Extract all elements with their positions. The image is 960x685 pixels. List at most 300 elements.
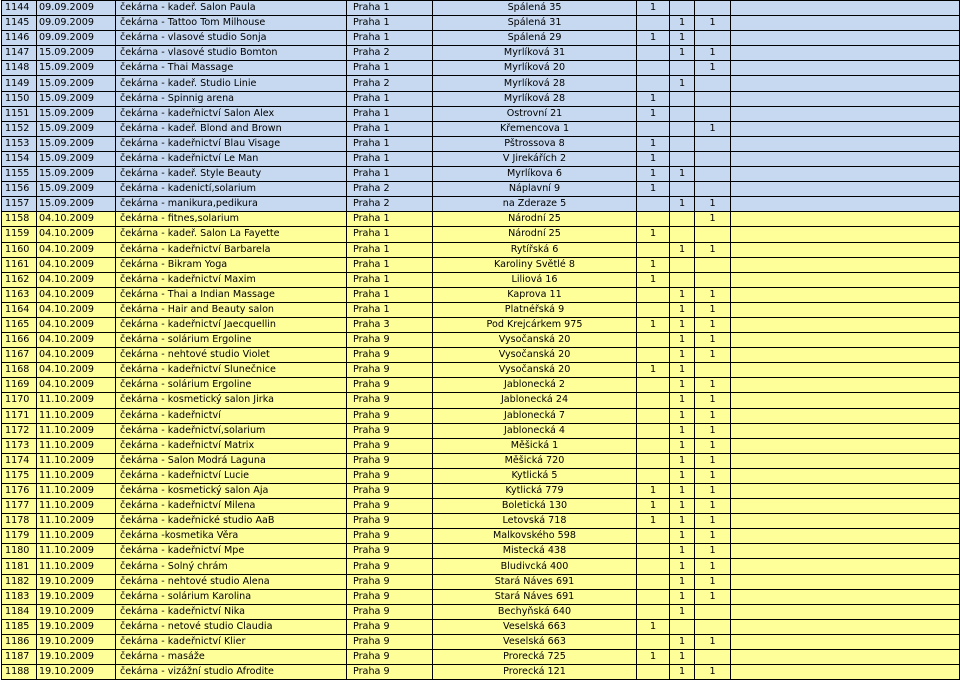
table-row[interactable] [2,227,960,242]
cell-flag-3: 1 [695,121,731,136]
cell-date: 11.10.2009 [37,544,116,559]
cell-id: 1183 [2,589,37,604]
table-row[interactable] [2,514,960,529]
cell-flag-1 [637,348,670,363]
table-row[interactable] [2,529,960,544]
cell-flag-2: 1 [670,167,695,182]
cell-flag-1 [637,302,670,317]
cell-flag-3: 1 [695,378,731,393]
cell-date: 09.09.2009 [37,1,116,16]
cell-flag-3: 1 [695,499,731,514]
table-row[interactable] [2,136,960,151]
cell-city: Praha 1 [347,136,433,151]
cell-date: 15.09.2009 [37,167,116,182]
cell-street: Bludivcká 400 [433,559,637,574]
cell-id: 1176 [2,484,37,499]
cell-empty [731,559,960,574]
cell-id: 1177 [2,499,37,514]
cell-street: V Jirekářích 2 [433,151,637,166]
table-row[interactable] [2,423,960,438]
cell-city: Praha 2 [347,46,433,61]
cell-date: 15.09.2009 [37,46,116,61]
cell-city: Praha 9 [347,453,433,468]
cell-empty [731,529,960,544]
cell-id: 1146 [2,31,37,46]
cell-flag-2: 1 [670,363,695,378]
table-row[interactable] [2,197,960,212]
cell-date: 04.10.2009 [37,348,116,363]
cell-id: 1162 [2,272,37,287]
cell-name: čekárna - kadeř. Salon Paula [116,1,347,16]
cell-street: Prorecká 121 [433,665,637,680]
cell-date: 04.10.2009 [37,302,116,317]
cell-empty [731,393,960,408]
cell-date: 11.10.2009 [37,529,116,544]
cell-date: 15.09.2009 [37,61,116,76]
cell-flag-2: 1 [670,604,695,619]
cell-street: Malkovského 598 [433,529,637,544]
cell-city: Praha 9 [347,423,433,438]
table-row[interactable] [2,257,960,272]
cell-flag-1 [637,544,670,559]
cell-empty [731,665,960,680]
table-row[interactable] [2,106,960,121]
cell-name: čekárna - kadenictí,solarium [116,182,347,197]
cell-empty [731,499,960,514]
cell-flag-2: 1 [670,302,695,317]
cell-name: čekárna - Hair and Beauty salon [116,302,347,317]
cell-name: čekárna - vlasové studio Sonja [116,31,347,46]
cell-id: 1161 [2,257,37,272]
table-row[interactable] [2,574,960,589]
cell-city: Praha 9 [347,544,433,559]
cell-name: čekárna - netové studio Claudia [116,619,347,634]
cell-empty [731,31,960,46]
table-row[interactable] [2,1,960,16]
cell-flag-1 [637,378,670,393]
cell-empty [731,167,960,182]
cell-name: čekárna - kadeřnictví Salon Alex [116,106,347,121]
cell-flag-2: 1 [670,544,695,559]
cell-street: Myrlíková 28 [433,76,637,91]
cell-date: 15.09.2009 [37,106,116,121]
cell-date: 04.10.2009 [37,333,116,348]
table-row[interactable] [2,61,960,76]
cell-flag-1 [637,408,670,423]
cell-id: 1180 [2,544,37,559]
cell-id: 1144 [2,1,37,16]
cell-id: 1179 [2,529,37,544]
cell-date: 11.10.2009 [37,484,116,499]
table-row[interactable] [2,242,960,257]
cell-id: 1188 [2,665,37,680]
cell-empty [731,257,960,272]
cell-name: čekárna - kadeřnictví Mpe [116,544,347,559]
cell-name: čekárna - nehtové studio Alena [116,574,347,589]
cell-flag-2: 1 [670,31,695,46]
cell-flag-3 [695,151,731,166]
cell-name: čekárna - kadeř. Studio Linie [116,76,347,91]
cell-empty [731,46,960,61]
cell-id: 1187 [2,650,37,665]
cell-flag-1: 1 [637,167,670,182]
cell-flag-1 [637,634,670,649]
cell-id: 1154 [2,151,37,166]
cell-flag-2: 1 [670,499,695,514]
cell-street: Karoliny Světlé 8 [433,257,637,272]
table-row[interactable] [2,438,960,453]
cell-street: Ostrovní 21 [433,106,637,121]
cell-flag-3 [695,227,731,242]
cell-empty [731,1,960,16]
cell-city: Praha 1 [347,61,433,76]
cell-name: čekárna - Thai a Indian Massage [116,287,347,302]
cell-flag-3: 1 [695,468,731,483]
cell-name: čekárna - kadeřnictví Milena [116,499,347,514]
cell-flag-1: 1 [637,363,670,378]
table-row[interactable] [2,272,960,287]
table-row[interactable] [2,363,960,378]
table-row[interactable] [2,317,960,332]
cell-flag-2: 1 [670,46,695,61]
cell-id: 1182 [2,574,37,589]
cell-city: Praha 9 [347,665,433,680]
cell-date: 11.10.2009 [37,408,116,423]
table-row[interactable] [2,665,960,680]
table-row[interactable] [2,121,960,136]
cell-flag-1: 1 [637,272,670,287]
cell-city: Praha 9 [347,438,433,453]
cell-city: Praha 9 [347,348,433,363]
cell-flag-2: 1 [670,589,695,604]
cell-street: Spálená 35 [433,1,637,16]
cell-flag-1: 1 [637,31,670,46]
cell-flag-2: 1 [670,333,695,348]
cell-date: 11.10.2009 [37,453,116,468]
table-row[interactable] [2,182,960,197]
table-row[interactable] [2,634,960,649]
cell-empty [731,514,960,529]
cell-flag-3: 1 [695,665,731,680]
cell-name: čekárna - kadeř. Style Beauty [116,167,347,182]
cell-street: Veselská 663 [433,634,637,649]
table-row[interactable] [2,559,960,574]
cell-date: 19.10.2009 [37,589,116,604]
cell-flag-1 [637,333,670,348]
cell-flag-1 [637,61,670,76]
cell-id: 1171 [2,408,37,423]
cell-flag-2: 1 [670,378,695,393]
cell-city: Praha 1 [347,91,433,106]
cell-flag-1 [637,423,670,438]
cell-street: Platnéřská 9 [433,302,637,317]
cell-name: čekárna - Spinnig arena [116,91,347,106]
cell-flag-3 [695,182,731,197]
cell-flag-1: 1 [637,514,670,529]
table-row[interactable] [2,31,960,46]
cell-date: 15.09.2009 [37,136,116,151]
cell-flag-2: 1 [670,438,695,453]
cell-street: Národní 25 [433,227,637,242]
cell-empty [731,423,960,438]
cell-empty [731,650,960,665]
cell-flag-2: 1 [670,529,695,544]
cell-name: čekárna - solárium Ergoline [116,333,347,348]
cell-city: Praha 9 [347,408,433,423]
cell-flag-3: 1 [695,453,731,468]
cell-id: 1148 [2,61,37,76]
cell-date: 11.10.2009 [37,423,116,438]
table-row[interactable] [2,589,960,604]
cell-id: 1145 [2,16,37,31]
table-row[interactable] [2,393,960,408]
table-row[interactable] [2,76,960,91]
cell-city: Praha 1 [347,167,433,182]
cell-city: Praha 1 [347,272,433,287]
cell-city: Praha 9 [347,363,433,378]
cell-flag-2: 1 [670,468,695,483]
cell-empty [731,16,960,31]
table-row[interactable] [2,468,960,483]
cell-name: čekárna - Thai Massage [116,61,347,76]
cell-flag-2 [670,136,695,151]
cell-id: 1157 [2,197,37,212]
cell-street: Spálená 29 [433,31,637,46]
cell-street: Národní 25 [433,212,637,227]
table-row[interactable] [2,453,960,468]
cell-date: 04.10.2009 [37,378,116,393]
cell-flag-3 [695,91,731,106]
cell-city: Praha 9 [347,619,433,634]
table-row[interactable] [2,302,960,317]
cell-name: čekárna - kadeř. Blond and Brown [116,121,347,136]
cell-flag-3: 1 [695,408,731,423]
table-row[interactable] [2,619,960,634]
table-row[interactable] [2,287,960,302]
cell-flag-1 [637,665,670,680]
cell-flag-2: 1 [670,317,695,332]
cell-city: Praha 9 [347,589,433,604]
cell-date: 04.10.2009 [37,227,116,242]
table-row[interactable] [2,167,960,182]
cell-flag-3 [695,619,731,634]
cell-flag-2: 1 [670,287,695,302]
cell-street: na Zderaze 5 [433,197,637,212]
cell-city: Praha 1 [347,302,433,317]
cell-name: čekárna - Bikram Yoga [116,257,347,272]
cell-street: Veselská 663 [433,619,637,634]
cell-name: čekárna - kadeřnictví Nika [116,604,347,619]
cell-flag-2: 1 [670,484,695,499]
data-table [1,0,960,680]
cell-id: 1163 [2,287,37,302]
cell-empty [731,604,960,619]
cell-empty [731,453,960,468]
cell-flag-1 [637,393,670,408]
cell-flag-1: 1 [637,182,670,197]
cell-id: 1164 [2,302,37,317]
cell-street: Boletická 130 [433,499,637,514]
cell-city: Praha 9 [347,378,433,393]
cell-street: Jablonecká 24 [433,393,637,408]
cell-empty [731,302,960,317]
cell-empty [731,363,960,378]
cell-city: Praha 9 [347,634,433,649]
cell-id: 1172 [2,423,37,438]
cell-flag-1 [637,16,670,31]
cell-street: Jablonecká 7 [433,408,637,423]
cell-flag-3: 1 [695,514,731,529]
cell-name: čekárna - kadeřnické studio AaB [116,514,347,529]
cell-id: 1156 [2,182,37,197]
table-row[interactable] [2,333,960,348]
cell-flag-1 [637,121,670,136]
cell-empty [731,378,960,393]
cell-city: Praha 9 [347,529,433,544]
cell-empty [731,468,960,483]
table-row[interactable] [2,484,960,499]
cell-flag-1: 1 [637,257,670,272]
cell-name: čekárna - vlasové studio Bomton [116,46,347,61]
cell-flag-1: 1 [637,499,670,514]
cell-flag-1 [637,212,670,227]
cell-city: Praha 1 [347,31,433,46]
cell-id: 1173 [2,438,37,453]
cell-street: Mistecká 438 [433,544,637,559]
table-row[interactable] [2,212,960,227]
cell-date: 19.10.2009 [37,619,116,634]
cell-flag-1 [637,197,670,212]
cell-street: Myrlíkova 6 [433,167,637,182]
table-row[interactable] [2,151,960,166]
table-row[interactable] [2,604,960,619]
cell-date: 04.10.2009 [37,317,116,332]
table-row[interactable] [2,16,960,31]
cell-date: 19.10.2009 [37,604,116,619]
cell-id: 1152 [2,121,37,136]
cell-empty [731,61,960,76]
cell-flag-3 [695,272,731,287]
table-row[interactable] [2,650,960,665]
cell-city: Praha 9 [347,604,433,619]
cell-date: 11.10.2009 [37,468,116,483]
cell-date: 11.10.2009 [37,499,116,514]
cell-street: Pštrossova 8 [433,136,637,151]
cell-city: Praha 1 [347,1,433,16]
cell-date: 09.09.2009 [37,31,116,46]
cell-id: 1184 [2,604,37,619]
cell-street: Spálená 31 [433,16,637,31]
cell-date: 04.10.2009 [37,272,116,287]
cell-empty [731,227,960,242]
cell-date: 11.10.2009 [37,559,116,574]
cell-city: Praha 1 [347,227,433,242]
cell-name: čekárna - kadeřnictví Lucie [116,468,347,483]
cell-name: čekárna - kadeřnictví Maxim [116,272,347,287]
cell-flag-3: 1 [695,212,731,227]
cell-date: 11.10.2009 [37,438,116,453]
cell-flag-1 [637,574,670,589]
cell-flag-1 [637,453,670,468]
cell-street: Stará Náves 691 [433,589,637,604]
cell-empty [731,91,960,106]
cell-id: 1170 [2,393,37,408]
cell-id: 1174 [2,453,37,468]
cell-id: 1175 [2,468,37,483]
cell-city: Praha 2 [347,182,433,197]
cell-flag-2 [670,272,695,287]
table-row[interactable] [2,348,960,363]
cell-id: 1158 [2,212,37,227]
cell-id: 1166 [2,333,37,348]
cell-street: Kytlická 779 [433,484,637,499]
cell-empty [731,212,960,227]
cell-empty [731,272,960,287]
cell-flag-3: 1 [695,333,731,348]
table-row[interactable] [2,499,960,514]
cell-flag-1: 1 [637,106,670,121]
cell-street: Liliová 16 [433,272,637,287]
cell-flag-2 [670,227,695,242]
cell-flag-3: 1 [695,393,731,408]
cell-id: 1150 [2,91,37,106]
cell-street: Pod Krejcárkem 975 [433,317,637,332]
table-row[interactable] [2,91,960,106]
cell-flag-3: 1 [695,589,731,604]
cell-flag-2: 1 [670,423,695,438]
cell-city: Praha 1 [347,106,433,121]
cell-empty [731,182,960,197]
cell-id: 1167 [2,348,37,363]
cell-flag-1 [637,559,670,574]
table-row[interactable] [2,46,960,61]
cell-flag-2: 1 [670,242,695,257]
table-row[interactable] [2,544,960,559]
cell-flag-3: 1 [695,559,731,574]
cell-id: 1168 [2,363,37,378]
cell-date: 11.10.2009 [37,514,116,529]
cell-flag-2 [670,257,695,272]
cell-flag-2: 1 [670,393,695,408]
cell-street: Rytířská 6 [433,242,637,257]
cell-empty [731,438,960,453]
cell-street: Bechyňská 640 [433,604,637,619]
cell-date: 19.10.2009 [37,665,116,680]
cell-name: čekárna -kosmetika Věra [116,529,347,544]
cell-name: čekárna - solárium Ergoline [116,378,347,393]
table-row[interactable] [2,378,960,393]
cell-name: čekárna - solárium Karolina [116,589,347,604]
cell-flag-3 [695,363,731,378]
cell-flag-3: 1 [695,287,731,302]
cell-date: 04.10.2009 [37,212,116,227]
cell-city: Praha 1 [347,151,433,166]
cell-city: Praha 9 [347,574,433,589]
table-row[interactable] [2,408,960,423]
cell-date: 15.09.2009 [37,76,116,91]
cell-empty [731,287,960,302]
cell-flag-3: 1 [695,348,731,363]
cell-flag-2 [670,121,695,136]
cell-name: čekárna - kadeřnictví Barbarela [116,242,347,257]
cell-date: 15.09.2009 [37,121,116,136]
cell-name: čekárna - masáže [116,650,347,665]
cell-empty [731,484,960,499]
cell-city: Praha 1 [347,121,433,136]
cell-date: 11.10.2009 [37,393,116,408]
cell-empty [731,317,960,332]
cell-city: Praha 1 [347,16,433,31]
